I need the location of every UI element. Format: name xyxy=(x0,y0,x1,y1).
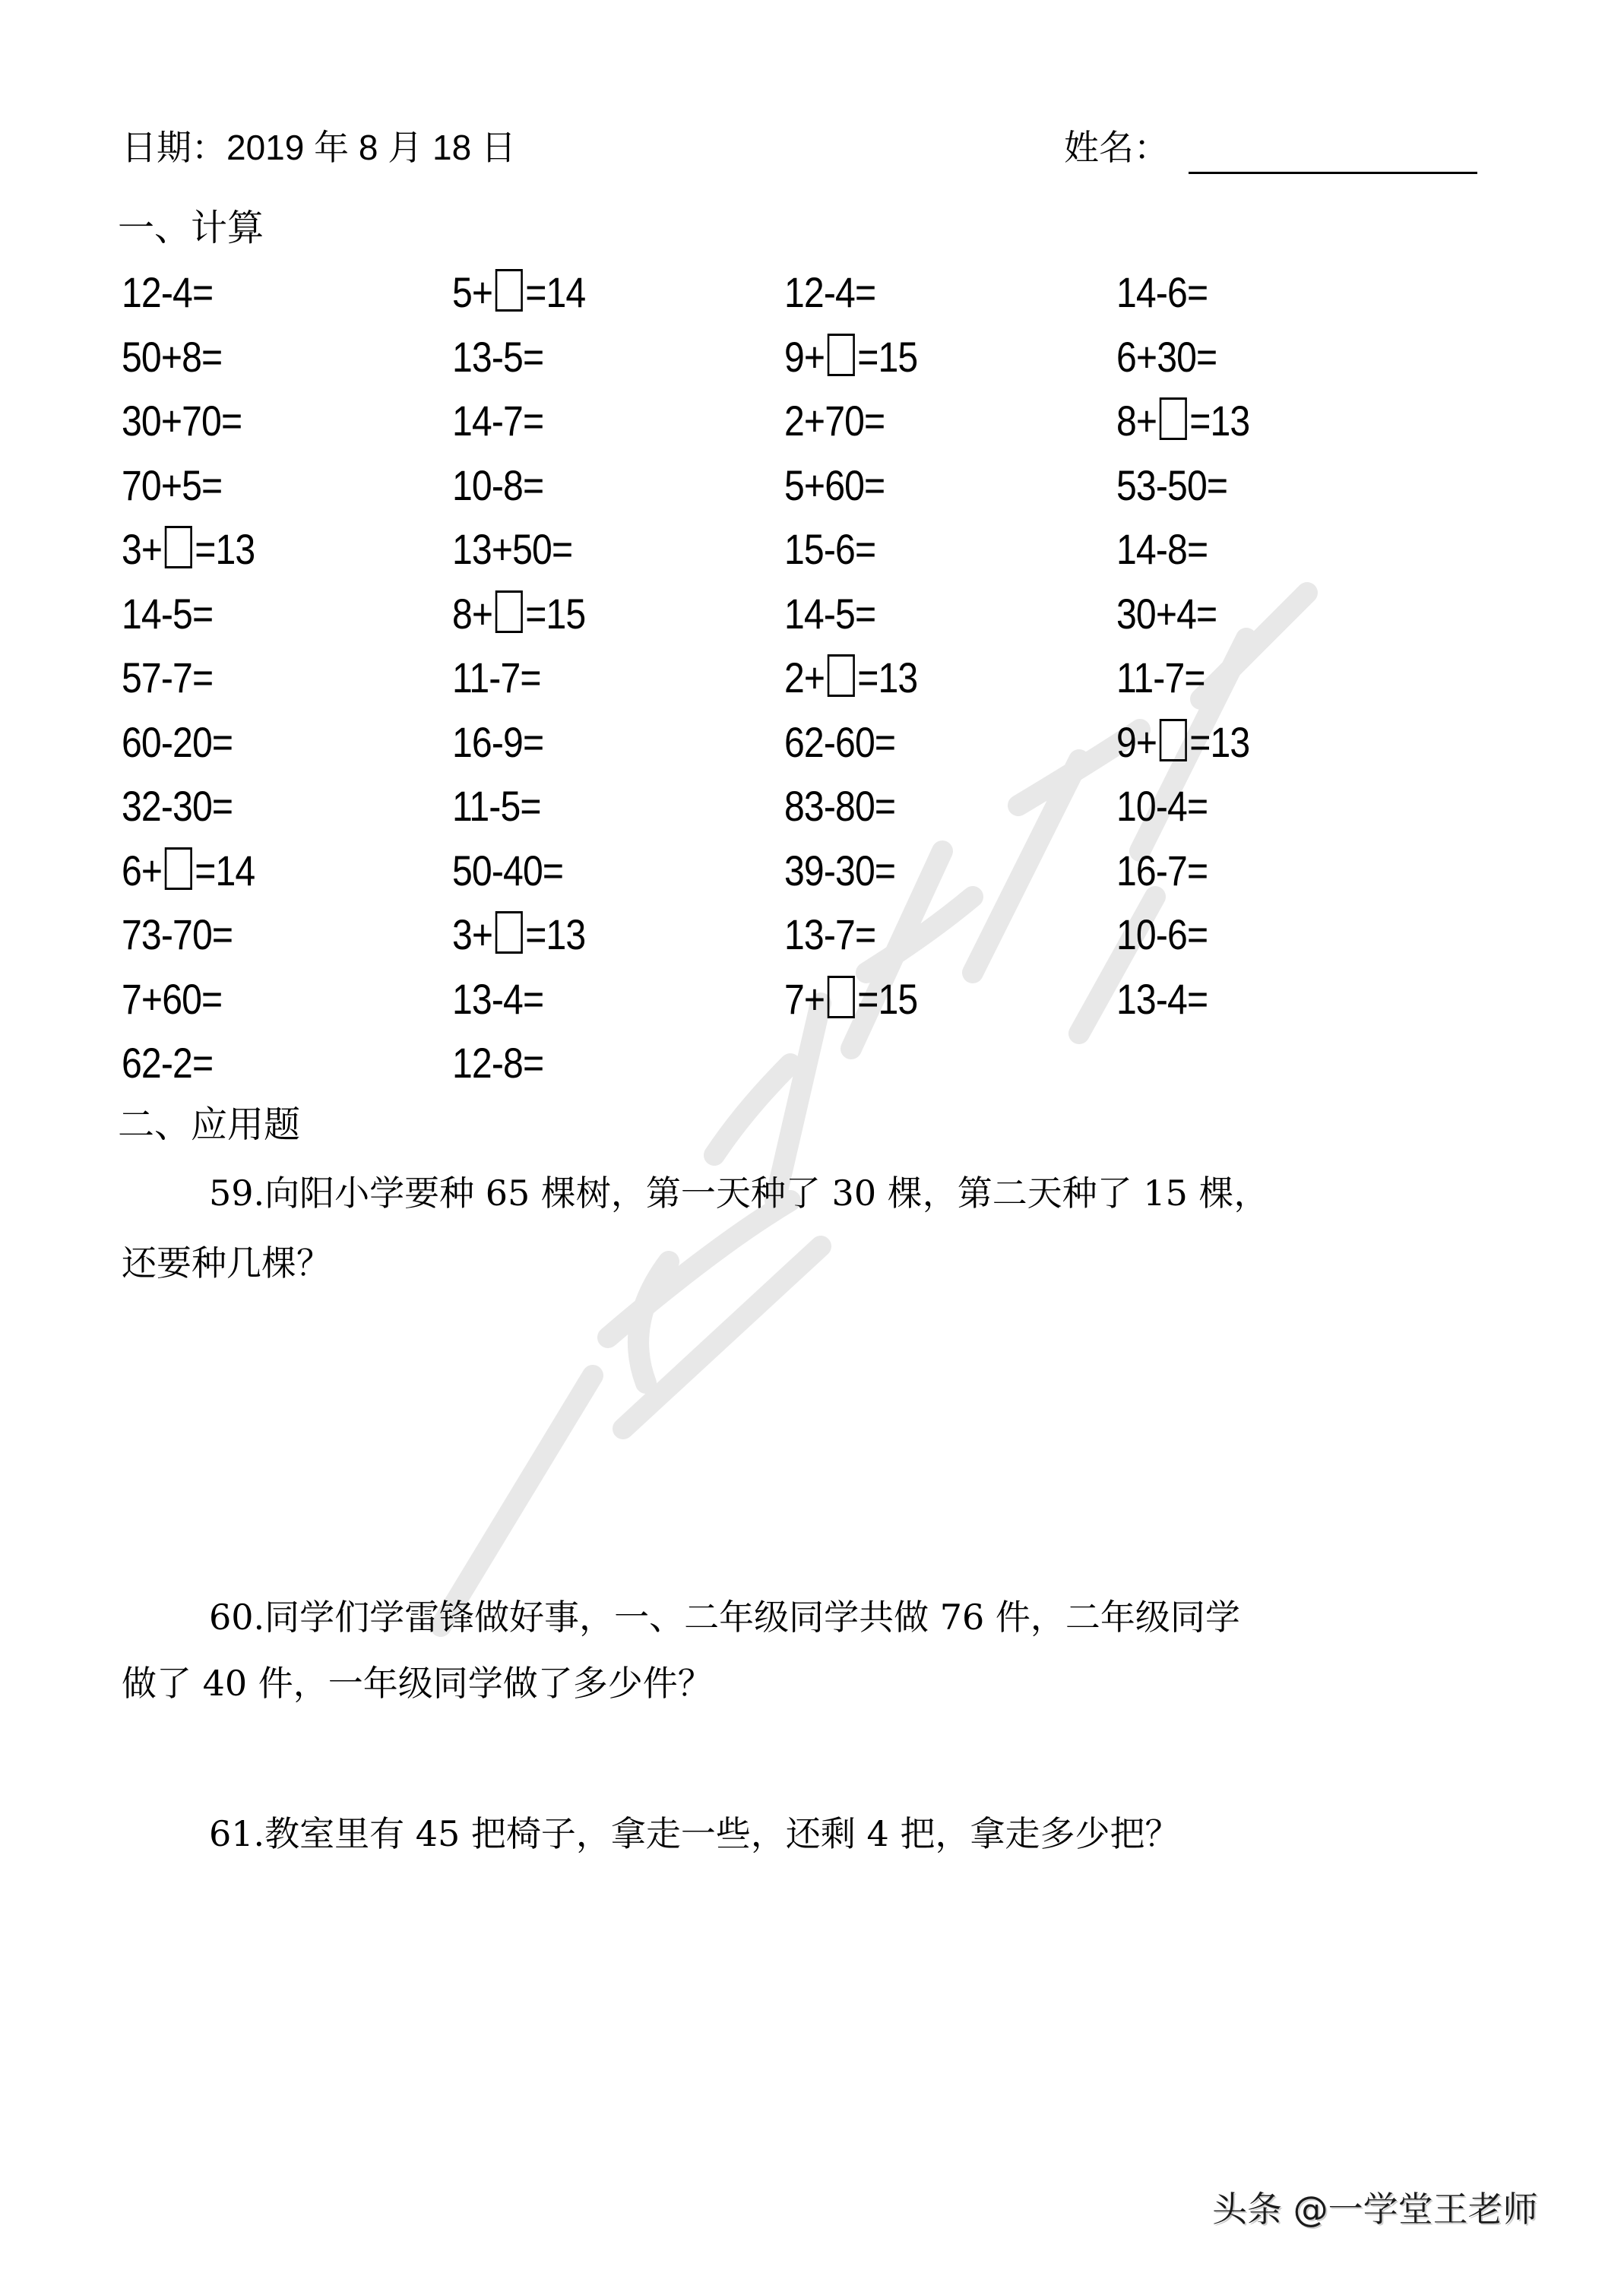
calc-item: 15-6= xyxy=(784,525,876,573)
calc-item: 30+4= xyxy=(1116,589,1217,638)
question-59-line2: 还要种几棵？ xyxy=(122,1242,331,1284)
calc-item: 8+ =15 xyxy=(452,589,586,638)
calc-item: 62-60= xyxy=(784,717,896,766)
calc-item: 2+70= xyxy=(784,397,885,445)
calc-item: 7+ =15 xyxy=(784,974,918,1023)
answer-box[interactable] xyxy=(828,654,855,697)
calc-item: 5+60= xyxy=(784,461,885,509)
calc-item: 11-7= xyxy=(1116,654,1205,701)
calc-item: 32-30= xyxy=(122,782,233,830)
calc-item: 6+30= xyxy=(1116,332,1217,381)
calc-item: 9+ =13 xyxy=(1116,717,1250,766)
calc-item: 10-8= xyxy=(452,461,544,509)
calc-item: 70+5= xyxy=(122,461,223,509)
calc-item: 13-4= xyxy=(1116,974,1208,1023)
calc-item: 50-40= xyxy=(452,846,564,894)
calc-item: 73-70= xyxy=(122,910,233,958)
question-61-line1: 61.教室里有 45 把椅子，拿走一些，还剩 4 把，拿走多少把？ xyxy=(209,1813,1180,1854)
calc-item: 6+ =14 xyxy=(122,846,255,894)
date-label: 日期： xyxy=(122,127,226,168)
calc-item: 83-80= xyxy=(784,782,896,830)
calc-item: 57-7= xyxy=(122,654,214,701)
calc-item: 14-8= xyxy=(1116,525,1208,573)
answer-box[interactable] xyxy=(495,590,523,633)
calc-item: 12-8= xyxy=(452,1039,544,1087)
question-59-line1: 59.向阳小学要种 65 棵树，第一天种了 30 棵，第二天种了 15 棵， xyxy=(209,1173,1269,1214)
calc-item: 3+ =13 xyxy=(122,525,255,573)
calc-item: 11-5= xyxy=(452,782,541,830)
answer-box[interactable] xyxy=(1160,719,1187,761)
footer-watermark: 头条 @一学堂王老师 xyxy=(1212,2189,1538,2230)
calc-item: 13-7= xyxy=(784,910,876,958)
calc-item: 11-7= xyxy=(452,654,541,701)
question-60-line1: 60.同学们学雷锋做好事，一、二年级同学共做 76 件，二年级同学 xyxy=(209,1597,1240,1638)
calc-item: 7+60= xyxy=(122,974,223,1023)
calc-item: 13-5= xyxy=(452,332,544,381)
calc-item: 9+ =15 xyxy=(784,332,918,381)
section-title-word-problems: 二、应用题 xyxy=(118,1103,301,1146)
calc-item: 5+ =14 xyxy=(452,268,586,316)
calc-item: 12-4= xyxy=(122,268,214,316)
answer-box[interactable] xyxy=(1160,397,1187,440)
answer-box[interactable] xyxy=(828,976,855,1018)
calc-item: 14-5= xyxy=(784,589,876,638)
calc-item: 12-4= xyxy=(784,268,876,316)
calc-item: 14-7= xyxy=(452,397,544,445)
name-blank-line[interactable] xyxy=(1189,172,1477,174)
answer-box[interactable] xyxy=(165,847,192,890)
section-title-calculation: 一、计算 xyxy=(118,207,264,249)
calc-item: 14-6= xyxy=(1116,268,1208,316)
name-label: 姓名： xyxy=(1064,127,1169,168)
calc-item: 2+ =13 xyxy=(784,654,918,701)
calc-item: 30+70= xyxy=(122,397,242,445)
calc-item: 13+50= xyxy=(452,525,573,573)
calc-item: 10-4= xyxy=(1116,782,1208,830)
calc-item: 14-5= xyxy=(122,589,214,638)
calc-item: 10-6= xyxy=(1116,910,1208,958)
answer-box[interactable] xyxy=(165,526,192,568)
calc-item: 8+ =13 xyxy=(1116,397,1250,445)
calc-item: 50+8= xyxy=(122,332,223,381)
calc-item: 60-20= xyxy=(122,717,233,766)
calc-item: 16-7= xyxy=(1116,846,1208,894)
calc-item: 62-2= xyxy=(122,1039,214,1087)
date-value: 2019 年 8 月 18 日 xyxy=(226,128,516,167)
calc-item: 3+ =13 xyxy=(452,910,586,958)
calc-item: 53-50= xyxy=(1116,461,1228,509)
calc-item: 13-4= xyxy=(452,974,544,1023)
answer-box[interactable] xyxy=(828,334,855,376)
answer-box[interactable] xyxy=(495,269,523,312)
question-60-line2: 做了 40 件，一年级同学做了多少件？ xyxy=(122,1663,713,1704)
calc-item: 16-9= xyxy=(452,717,544,766)
date-line xyxy=(122,125,516,170)
calc-item: 39-30= xyxy=(784,846,896,894)
answer-box[interactable] xyxy=(495,911,523,954)
